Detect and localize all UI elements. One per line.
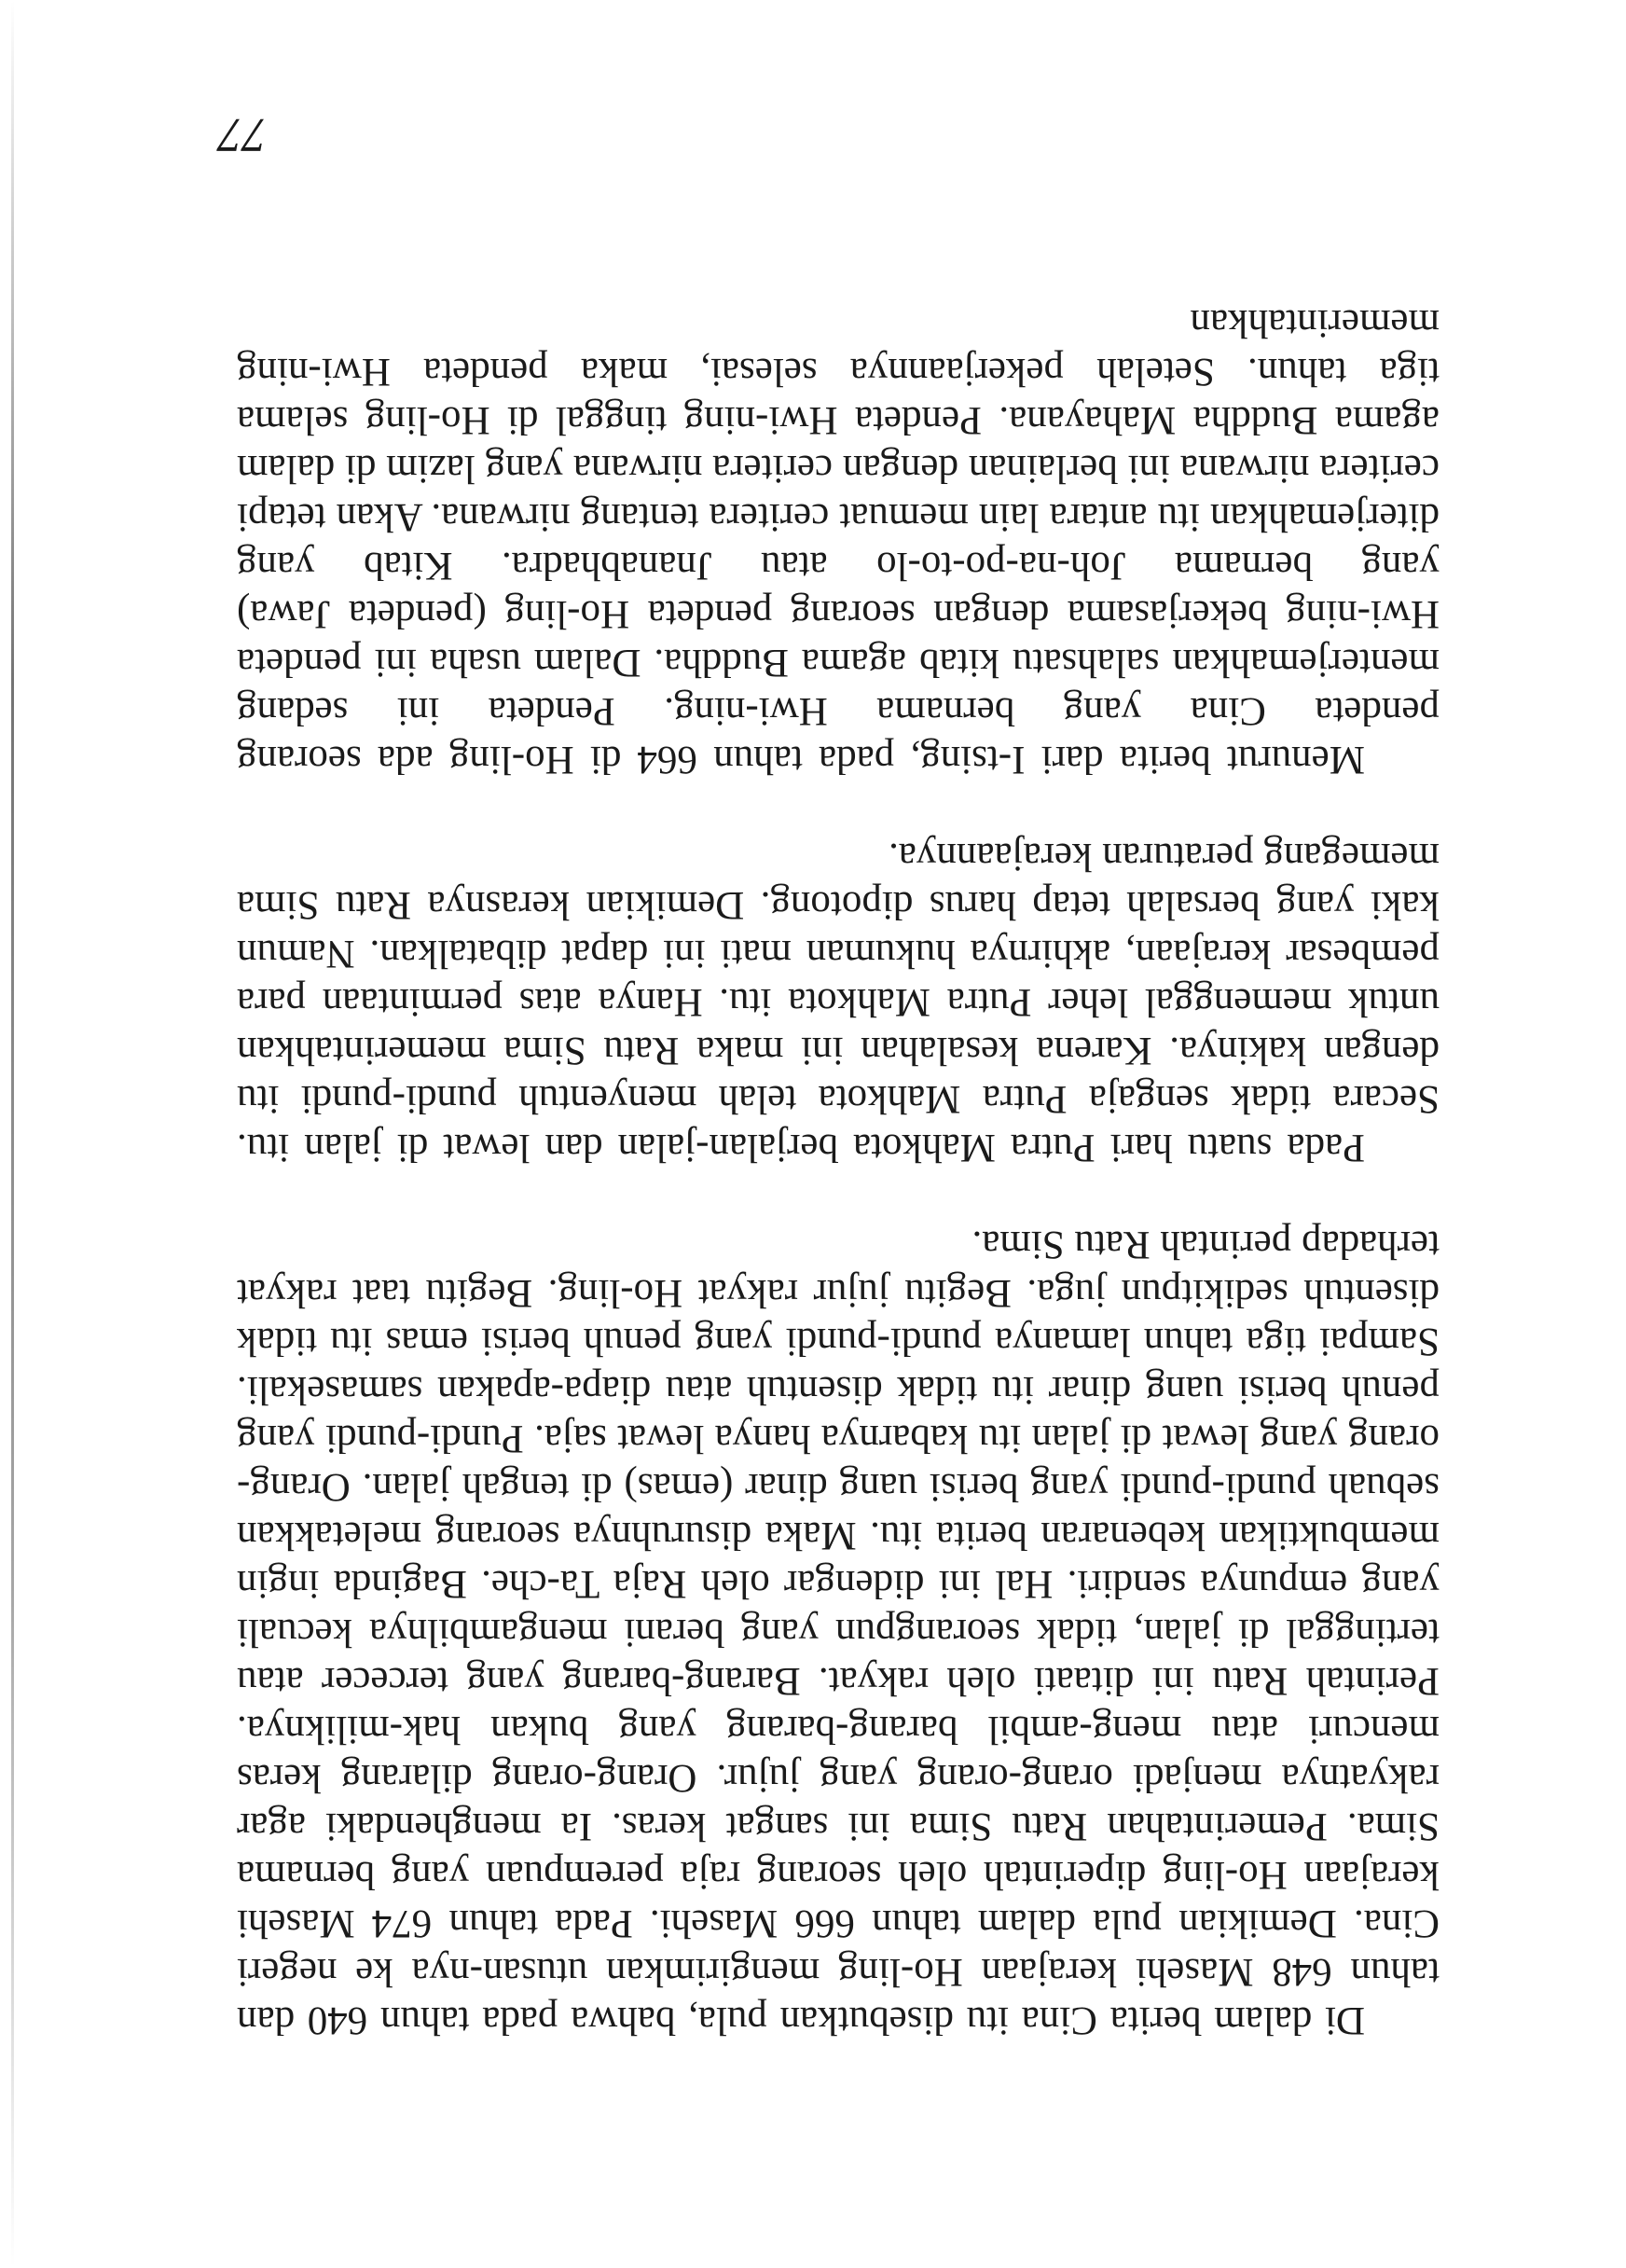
- body-text: [237, 298, 1440, 2044]
- paragraph-ratu-sima: Di dalam berita Cina itu disebutkan pula, bahwa pada tahun 640 dan tahun 648 Masehi kerajaan Ho-ling mengirimkan utusan-nya ke negeri Cina. Demikian pula dalam tahun 666 Masehi. Pada tahun 674 Masehi kerajaan Ho-ling diperintah oleh seorang raja perempuan yang bernama Sima. Pemerintahan Ratu Sima ini sangat keras. Ia menghendaki agar rakyatnya menjadi orang-orang yang jujur. Orang-orang dilarang keras mencuri atau meng-ambil barang-barang yang bukan hak-miliknya. Perintah Ratu ini ditaati oleh rakyat. Barang-barang yang tercecer atau tertinggal di jalan, tidak seorangpun yang berani mengambilnya kecuali yang empunya sendiri. Hal ini didengar oleh Raja Ta-che. Baginda ingin membuktikan kebenaran berita itu. Maka disuruhnya seorang meletakkan sebuah pundi-pundi yang berisi uang dinar (emas) di tengah jalan. Orang-orang yang lewat di jalan itu kabarnya hanya lewat saja. Pundi-pundi yang penuh berisi uang dinar itu tidak disentuh atau diapa-apakan samasekali. Sampai tiga tahun lamanya pundi-pundi yang penuh berisi emas itu tidak disentuh sedikitpun juga. Begitu jujur rakyat Ho-ling. Begitu taat rakyat terhadap perintah Ratu Sima.: [237, 1223, 1440, 2042]
- paragraph-i-tsing: Menurut berita dari I-tsing, pada tahun 664 di Ho-ling ada seorang pendeta Cina yang bernama Hwi-ning. Pendeta ini sedang menterjemahkan salahsatu kitab agama Buddha. Dalam usaha ini pendeta Hwi-ning bekerjasama dengan seorang pendeta Ho-ling (pendeta Jawa) yang bernama Joh-na-po-to-lo atau Jnanabhadra. Kitab yang diterjemahkan itu antara lain memuat ceritera tentang nirwana. Akan tetapi ceritera nirwana ini berlainan dengan ceritera nirwana yang lazim di dalam agama Buddha Mahayana. Pendeta Hwi-ning tinggal di Ho-ling selama tiga tahun. Setelah pekerjaannya selesai, maka pendeta Hwi-ning memerintahkan: [237, 301, 1440, 781]
- scan-edge-line: [11, 0, 14, 2268]
- paragraph-putra-mahkota: Pada suatu hari Putra Mahkota berjalan-jalan dan lewat di jalan itu. Secara tidak sengaja Putra Mahkota telah menyentuh pundi-pundi itu dengan kakinya. Karena kesalahan ini maka Ratu Sima memerintahkan untuk memenggal leher Putra Mahkota itu. Hanya atas permintaan para pembesar kerajaan, akhirnya hukuman mati ini dapat dibatalkan. Namun kaki yang bersalah tetap harus dipotong. Demikian kerasnya Ratu Sima memegang peraturan kerajaannya.: [237, 835, 1440, 1169]
- page-number: 77: [218, 108, 267, 161]
